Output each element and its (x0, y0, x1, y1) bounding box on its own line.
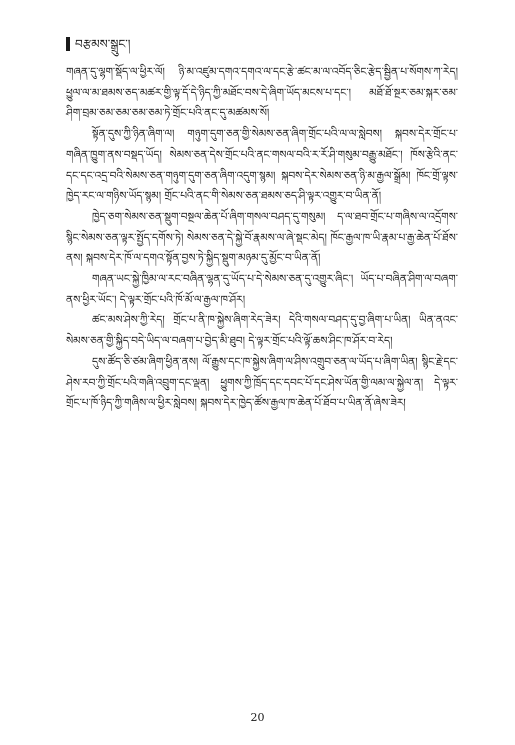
section-title: བརྩམས་སྒྲུང་། (75, 37, 131, 51)
paragraph: ཁྱེད་ཅག་སེམས་ཅན་སྡུག་བསྔལ་ཆེན་པོ་ཞིག་གསལ་བཤད་དུ་གསུམ། ད་ལ་ཐབ་གྲོང་པ་གཞིས་ལ་འདྲོགས་སྙིང་སེམས་ཅན་ལྟར་སྤྱོད་དགོས་ཏེ། སེམས་ཅན་དེ་སྐྱེ་བོ་རྣམས་ལ་ཞེ་སྡང་མེད། ཁོང་རྒྱལ་ཁ་ཡི་རྣམ་པ་རྒྱ་ཆེན་པོ་ཐོས་ནས། སྐབས་དེར་ཁོ་ལ་དགའ་སྟོན་བྱས་ཏེ་སྐྱིད་སྡུག་མཉམ་དུ་མྱོང་བ་ཡིན་ནོ། (66, 210, 458, 265)
paragraph: དུས་ཚོད་ཅི་ཙམ་ཞིག་ཕྱིན་ནས། ལོ་རྒྱུས་དང་ཁ་སྐྱེས་ཞིག་ལ་ཤིས་འགྲུབ་ཅན་ལ་ཡོད་པ་ཞིག་ཡིན། སྙིང་རྗེ་དང་ཤེས་རབ་ཀྱི་གྲོང་པའི་གཞི་འབྲུག་དང་ལྡན། ཕྱུགས་ཀྱི་ཁྲོད་དང་དབང་པོ་དང་ཤེས་ཡོན་གྱི་ལམ་ལ་སྐྱེལ་ན། དེ་ལྟར་གྲོང་པ་ཁོ་ཉིད་ཀྱི་གཞིས་ལ་ཕྱིར་སླེབས། སྐབས་དེར་ཁྱེད་ཚོས་རྒྱལ་ཁ་ཆེན་པོ་ཐོབ་པ་ཡིན་ནོ་ཞེས་ཟེར། (66, 355, 458, 410)
paragraph: གཞན་དུ་ལྷག་སྡོད་ལ་ཕྱིར་ལོ། ཉི་མ་འཛུམ་དགའ་དགའ་ལ་དང་རྩེ་ཚང་མ་ལ་འབོད་ཅིང་རྩེད་སྦྱིན་པ་སོགས་ཀ་རེད། ཕྱུལ་ལ་མ་ཐམས་ཅད་མཚར་གྱི་ལྟ་དོ་དེ་ཉིད་ཀྱི་མཐོང་བས་དེ་ཞིག་ཡོད་མངས་པ་དང་། མཐོ་ཐོ་སྔར་ཅམ་སྐར་ཅམ་ཤིག་བྲམ་ཅམ་ཅམ་ཅམ་ཅམ་ཏེ་གྲོང་པའི་ནང་དུ་མཚམས་སོ། (66, 66, 458, 120)
header-marker (66, 37, 70, 51)
body-text (66, 62, 458, 414)
paragraph: སྟོན་དུས་ཀྱི་ཉིན་ཞིག་ལ། གཉུག་དུག་ཅན་གྱི་སེམས་ཅན་ཞིག་གྲོང་པའི་ལ་ལ་སླེབས། སྐབས་དེར་གྲོང་པ་གཞིན་ཁྱུག་ནས་བསྡད་ཡོད། སེམས་ཅན་དེས་གྲོང་པའི་ནང་གསལ་བའི་ར་རོ་ཤི་གསུམ་བརྒྱུ་མཐོང་། ཁོས་རྩེའི་ནང་དང་དང་འདྲ་བའི་སེམས་ཅན་གཉུག་དུག་ཅན་ཞིག་འདུག་སྙམ། སྐབས་དེར་སེམས་ཅན་ཉི་མ་རྒྱལ་སྒྲོམ། ཁོང་གྲོ་ལྟས་ཁྱེད་རང་ལ་གཉིས་ཡོད་སྙམ། གྲོང་པའི་ནང་གི་སེམས་ཅན་ཐམས་ཅད་ཤི་ལྟར་འགྱུར་བ་ཡིན་ནོ། (66, 128, 458, 203)
page-number: 20 (250, 711, 265, 724)
paragraph: གཞན་ཡང་སྐྱེ་ཁྱིམ་ལ་རང་བཞིན་ལྷན་དུ་ཡོད་པ་དེ་སེམས་ཅན་དུ་འགྱུར་ཞིང་། ཡོད་པ་བཞིན་ཤིག་ལ་བཞག་ནས་ཕྱིར་ཡོང་། དེ་ལྟར་གྲོང་པའི་ཁོ་མོ་ལ་རྒྱལ་ཁ་ཤོར། (66, 273, 458, 306)
section-header (66, 37, 130, 51)
paragraph: ཚང་མས་ཤེས་ཀྱི་རེད། གྲོང་པ་ནི་ཁ་སྐྱེས་ཞིག་རེད་ཟེར། དེའི་གསལ་བཤད་དུ་བྱ་ཞིག་པ་ཡིན། ཡིན་ནའང་སེམས་ཅན་གྱི་སྐྱིད་བདེ་ཡིད་ལ་བཞག་པ་བྱེད་མི་ཐུབ། དེ་ལྟར་གྲོང་པའི་ལྟོ་ཆས་ཤིང་ཁ་ཤོར་བ་རེད། (66, 314, 458, 348)
